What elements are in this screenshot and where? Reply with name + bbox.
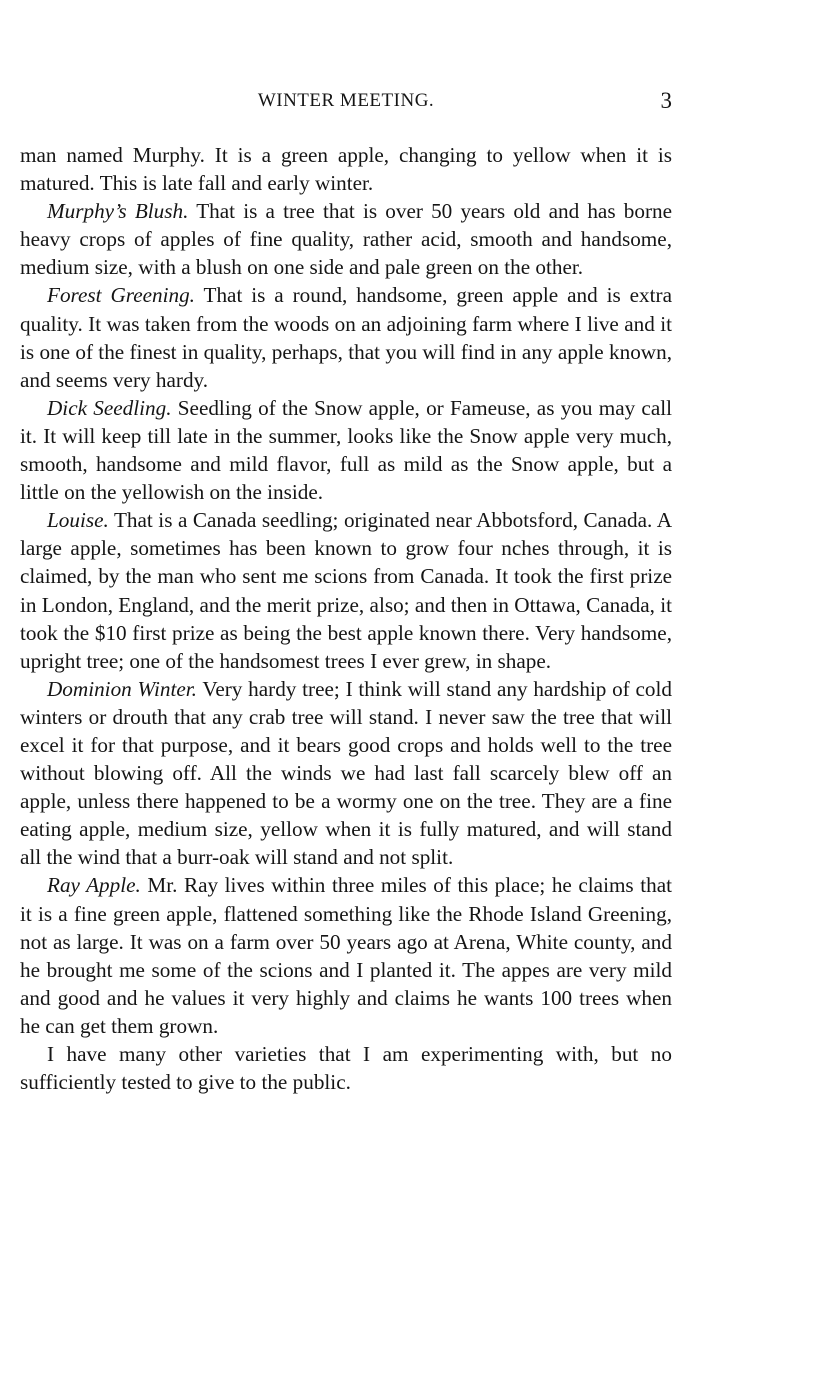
- paragraph-murphys-blush: [20, 197, 672, 281]
- paragraph-text: Very hardy tree; I think will stand any hardship of cold winters or drouth that any crab tree will stand. I never saw the tree that will excel it for that purpose, and it bears good crops and holds well to the tree without blowing off. All the winds we had last fall scarcely blew off an apple, unless there happened to be a wormy one on the tree. They are a fine eating apple, medium size, yellow when it is fully matured, and will stand all the wind that a burr-oak will stand and not split.: [20, 676, 672, 870]
- paragraph-text: Mr. Ray lives within three miles of this place; he claims that it is a fine green apple, flattened something like the Rhode Island Greening, not as large. It was on a farm over 50 years ago at Arena, White county, and he brought me some of the scions and I planted it. The appes are very mild and good and he values it very highly and claims he wants 100 trees when he can get them grown.: [20, 873, 673, 1038]
- variety-name: Dick Seedling.: [47, 395, 172, 420]
- variety-name: Ray Apple.: [47, 873, 141, 898]
- paragraph-dominion-winter: [20, 675, 672, 872]
- running-head: [20, 88, 672, 118]
- variety-name: Dominion Winter.: [47, 676, 197, 701]
- paragraph-louise: [20, 506, 672, 675]
- body-text: [20, 141, 672, 1096]
- paragraph-text: That is a round, handsome, green apple and is extra quality. It was taken from the woods on an adjoining farm where I live and it is one of the finest in quality, perhaps, that you will find in any apple known, and seems very hardy.: [20, 283, 672, 392]
- paragraph-text: Seedling of the Snow apple, or Fameuse, as you may call it. It will keep till late in the summer, looks like the Snow apple very much, smooth, handsome and mild flavor, full as mild as the Snow apple, but a little on the yellowish on the inside.: [20, 395, 673, 505]
- paragraph-forest-greening: [20, 281, 672, 393]
- paragraph-continuation: [20, 141, 672, 197]
- paragraph-text: That is a tree that is over 50 years old and has borne heavy crops of apples of fine quality, rather acid, smooth and handsome, medium size, with a blush on one side and pale green on the other.: [20, 199, 672, 280]
- paragraph-dick-seedling: [20, 394, 672, 506]
- paragraph-text: That is a Canada seedling; originated near Abbotsford, Canada. A large apple, sometimes has been known to grow four nches through, it is claimed, by the man who sent me scions from Canada. It took the first prize in London, England, and the merit prize, also; and then in Ottawa, Canada, it took the $10 first prize as being the best apple known there. Very handsome, upright tree; one of the handsomest trees I ever grew, in shape.: [20, 508, 672, 673]
- running-title: WINTER MEETING.: [257, 90, 435, 111]
- variety-name: Murphy’s Blush.: [47, 199, 189, 224]
- variety-name: Louise.: [47, 508, 109, 533]
- paragraph-text: I have many other varieties that I am experimenting with, but no sufficiently tested to give to the public.: [20, 1042, 672, 1095]
- variety-name: Forest Greening.: [47, 283, 195, 308]
- paragraph-closing: [20, 1040, 672, 1096]
- paragraph-text: man named Murphy. It is a green apple, changing to yellow when it is matured. This is late fall and early winter.: [20, 143, 672, 196]
- paragraph-ray-apple: [20, 871, 672, 1040]
- page-number: 3: [660, 88, 672, 113]
